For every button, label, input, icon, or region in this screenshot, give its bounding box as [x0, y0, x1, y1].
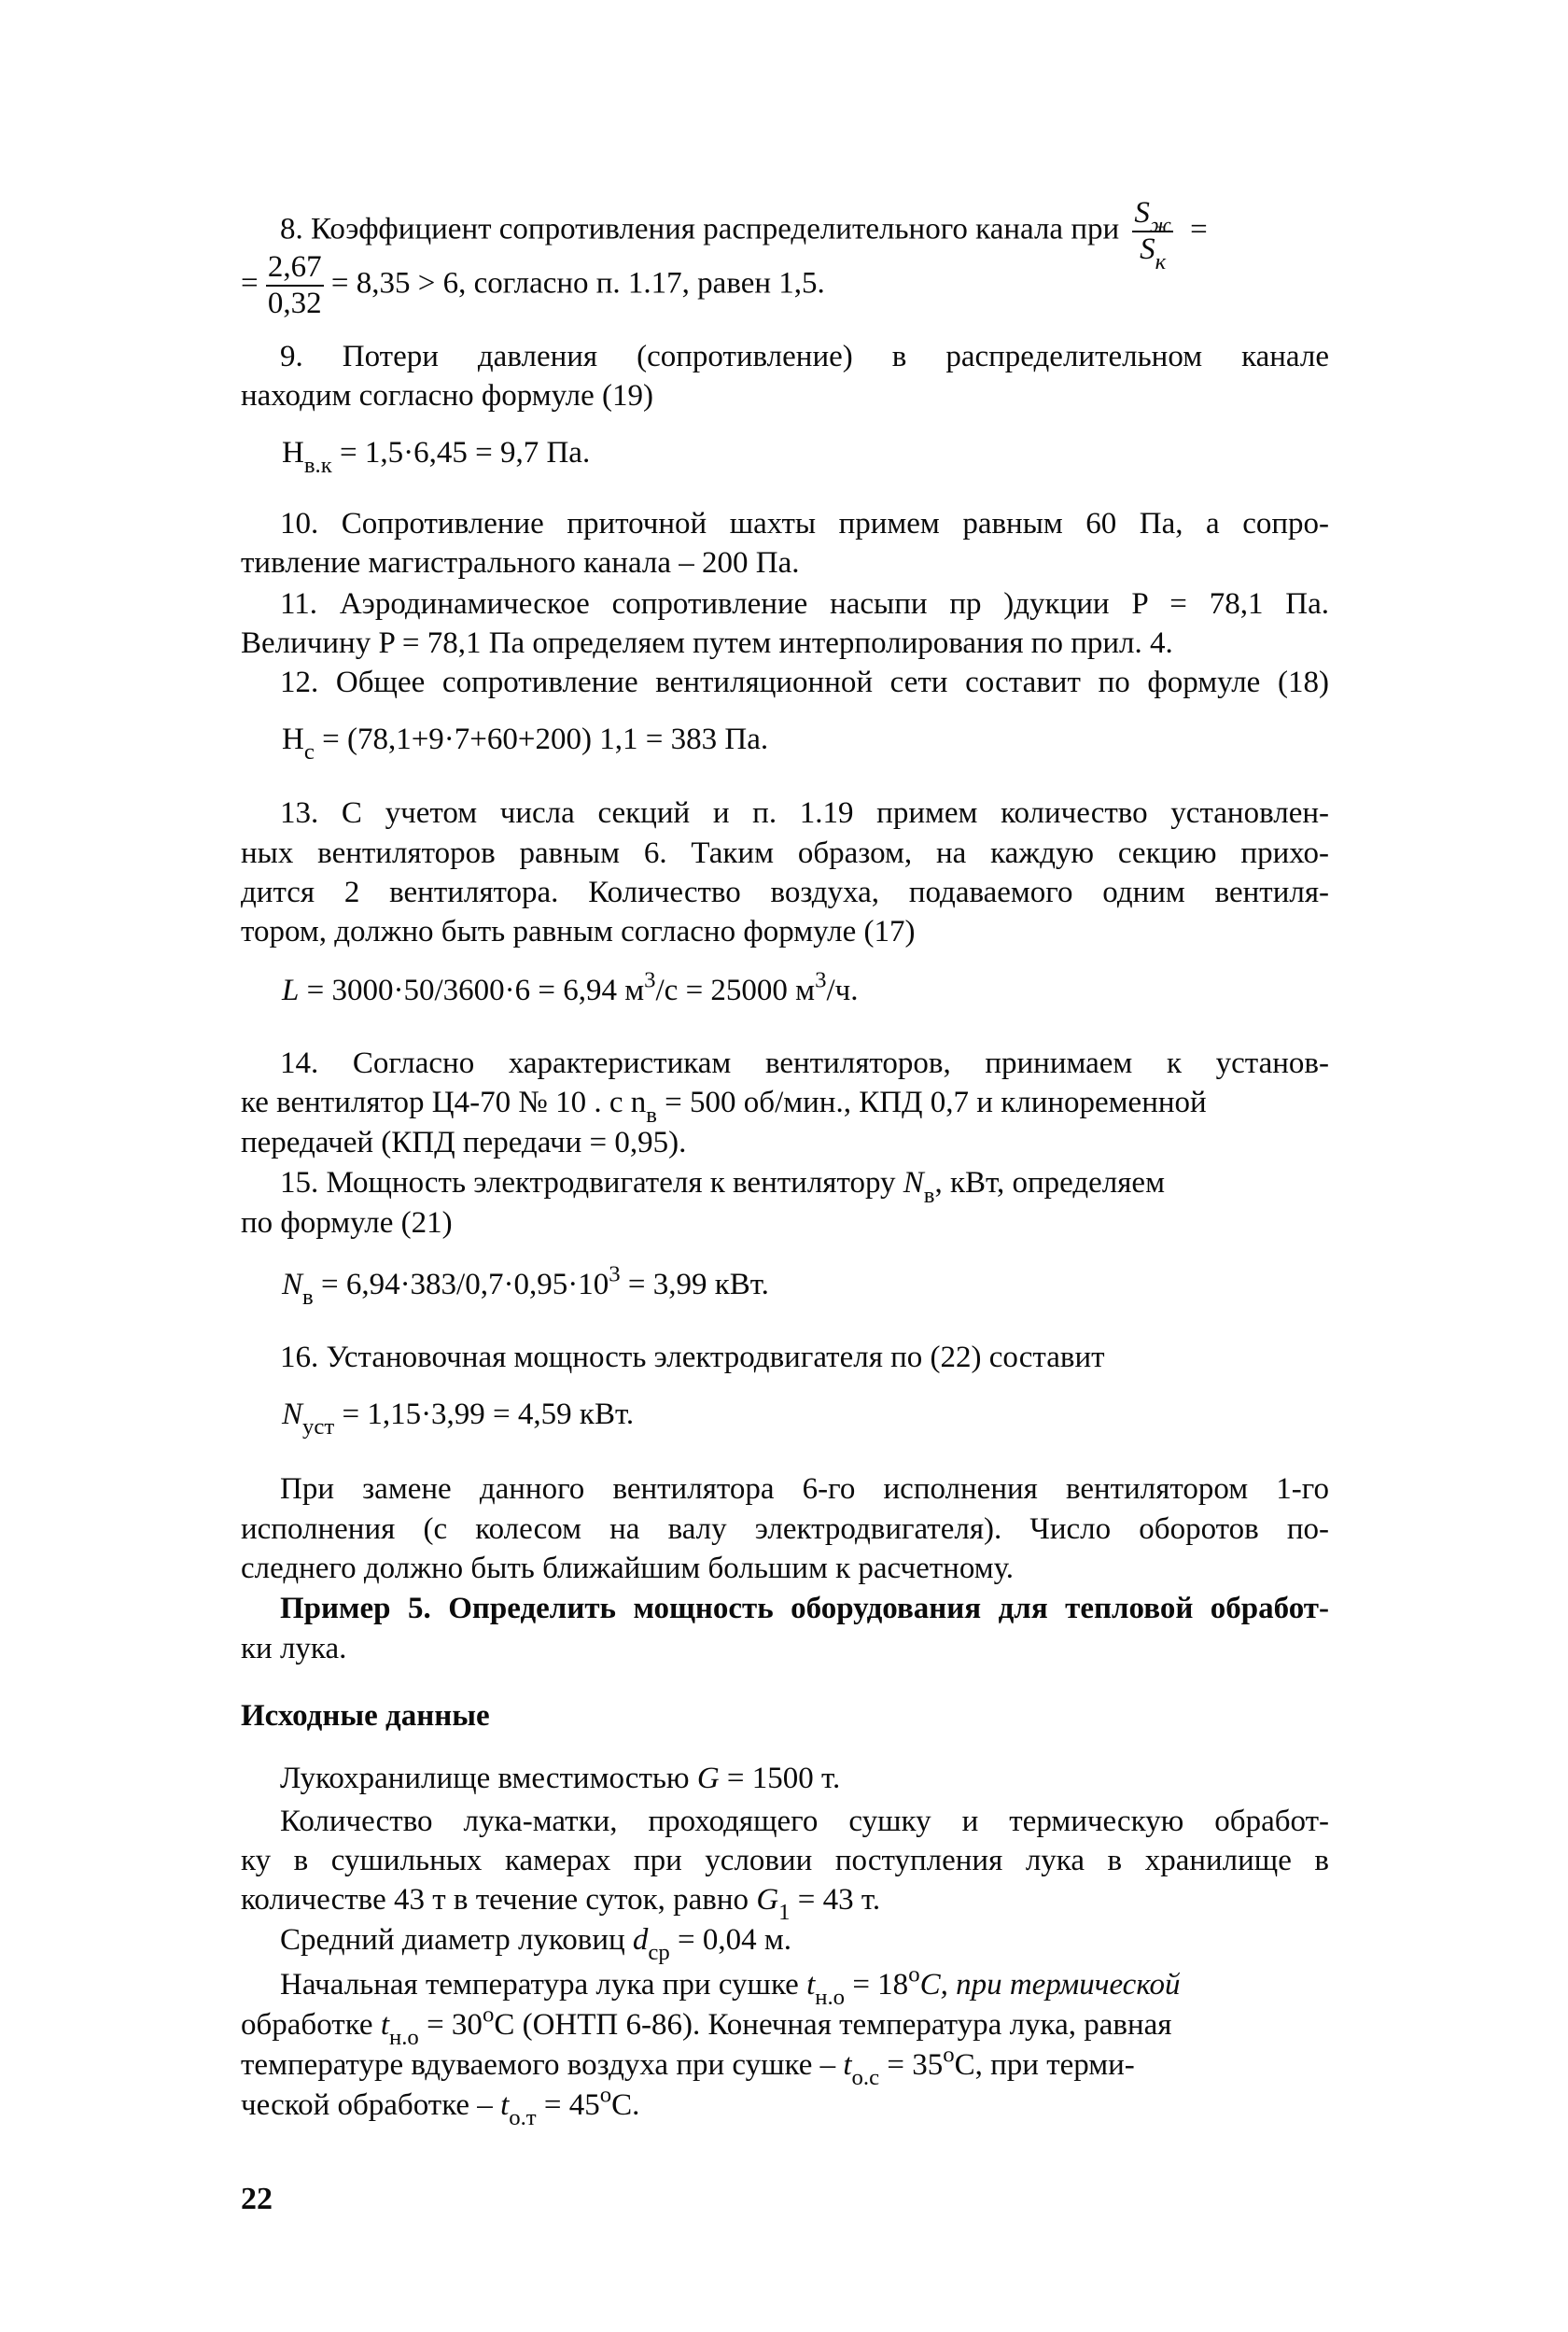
p13-formula: L = 3000·50/3600·6 = 6,94 $м^3/с = 25000$ $м^3/ч$. [282, 967, 859, 1007]
source-line2: Количество лука-матки, проходящего сушку и термическую обработ- [280, 1805, 1329, 1838]
p12-formula: $H_с = (78,1+9\cdot 7+60+200) 1,1 = 383$ Па. [282, 723, 769, 766]
p16-note-line2: исполнения (с колесом на валу электродвигателя). Число оборотов по- [241, 1512, 1329, 1546]
source-line7: обработке $t_{н.о} = 30^oС$ (ОНТП 6-86). Конечная температура лука, равная [241, 2002, 1172, 2051]
source-line1: Лукохранилище вместимостью G = 1500 т. [280, 1762, 841, 1795]
p16-note-line1: При замене данного вентилятора 6-го исполнения вентилятором 1-го [280, 1472, 1329, 1506]
source-line4: количестве 43 т в течение суток, равно $G_1 = 43$ т. [241, 1883, 881, 1926]
p15-line2: по формуле (21) [241, 1206, 453, 1240]
p13-line3: дится 2 вентилятора. Количество воздуха, подаваемого одним вентиля- [241, 876, 1329, 909]
p14-line1: 14. Согласно характеристикам вентиляторов, принимаем к установ- [280, 1047, 1329, 1080]
p13-line2: ных вентиляторов равным 6. Таким образом, на каждую секцию прихо- [241, 836, 1329, 870]
example5-line2: ки лука. [241, 1632, 347, 1665]
source-line3: ку в сушильных камерах при условии поступления лука в хранилище в [241, 1844, 1329, 1877]
p9-line2: находим согласно формуле (19) [241, 379, 654, 413]
source-data-heading: Исходные данные [241, 1699, 490, 1733]
p10-line2: тивление магистрального канала – 200 Па. [241, 546, 800, 580]
p12-line1: 12. Общее сопротивление вентиляционной сети составит по формуле (18) [280, 666, 1329, 699]
p15-line1: 15. Мощность электродвигателя к вентилятору $N_в$, кВт, определяем [280, 1166, 1165, 1209]
source-line5: Средний диаметр луковиц $d_{ср} = 0,04$ м. [280, 1923, 792, 1966]
p8-value-fraction: $\frac{2,67}{0,32}$ [267, 250, 322, 320]
p16-line1: 16. Установочная мощность электродвигателя по (22) составит [280, 1341, 1105, 1374]
source-line8: температуре вдуваемого воздуха при сушке – $t_{о.с} = 35^oС$, при терми- [241, 2042, 1135, 2091]
p8-text: 8. Коэффициент сопротивления распределительного канала при [280, 212, 1120, 246]
p13-line4: тором, должно быть равным согласно формуле (17) [241, 915, 916, 948]
p8-ratio-fraction: $\frac{S_ж}{S_к}$ [1134, 196, 1171, 275]
p15-formula: $N_в = 6,94\cdot 383/0,7\cdot 0,95\cdot 10^3 = 3,99$ кВт. [282, 1261, 769, 1311]
p14-line3: передачей (КПД передачи = 0,95). [241, 1126, 687, 1159]
page-number: 22 [241, 2182, 273, 2216]
p8-equals: = [1190, 212, 1208, 246]
p11-line1: 11. Аэродинамическое сопротивление насыпи пр )дукции P = 78,1 Па. [280, 587, 1329, 621]
p8-line2: = $\frac{2,67}{0,32}$ = 8,35 > 6, согласно п. 1.17, равен 1,5. [241, 250, 825, 320]
p16-formula: $N_{уст} = 1,15\cdot 3,99 = 4,59$ кВт. [282, 1398, 635, 1440]
p13-line1: 13. С учетом числа секций и п. 1.19 примем количество установлен- [280, 796, 1329, 830]
example5-line1: Пример 5. Определить мощность оборудования для тепловой обработ- [280, 1592, 1329, 1625]
p11-line2: Величину P = 78,1 Па определяем путем интерполирования по прил. 4. [241, 626, 1173, 660]
p14-line2: ке вентилятор Ц4-70 № 10 . с $n_в = 500$ об/мин., КПД 0,7 и клиноременной [241, 1086, 1207, 1129]
p9-formula: $H_{в.к} = 1,5\cdot 6,45 = 9,7$ Па. [282, 436, 591, 479]
source-line9: ческой обработке – $t_{о.т} = 45^oС$. [241, 2082, 640, 2131]
p10-line1: 10. Сопротивление приточной шахты примем равным 60 Па, а сопро- [280, 507, 1329, 541]
source-line6: Начальная температура лука при сушке $t_{н.о} = 18^oС$, при термической [280, 1961, 1181, 2011]
p16-note-line3: следнего должно быть ближайшим большим к расчетному. [241, 1552, 1015, 1585]
p9-line1: 9. Потери давления (сопротивление) в распределительном канале [280, 340, 1329, 373]
